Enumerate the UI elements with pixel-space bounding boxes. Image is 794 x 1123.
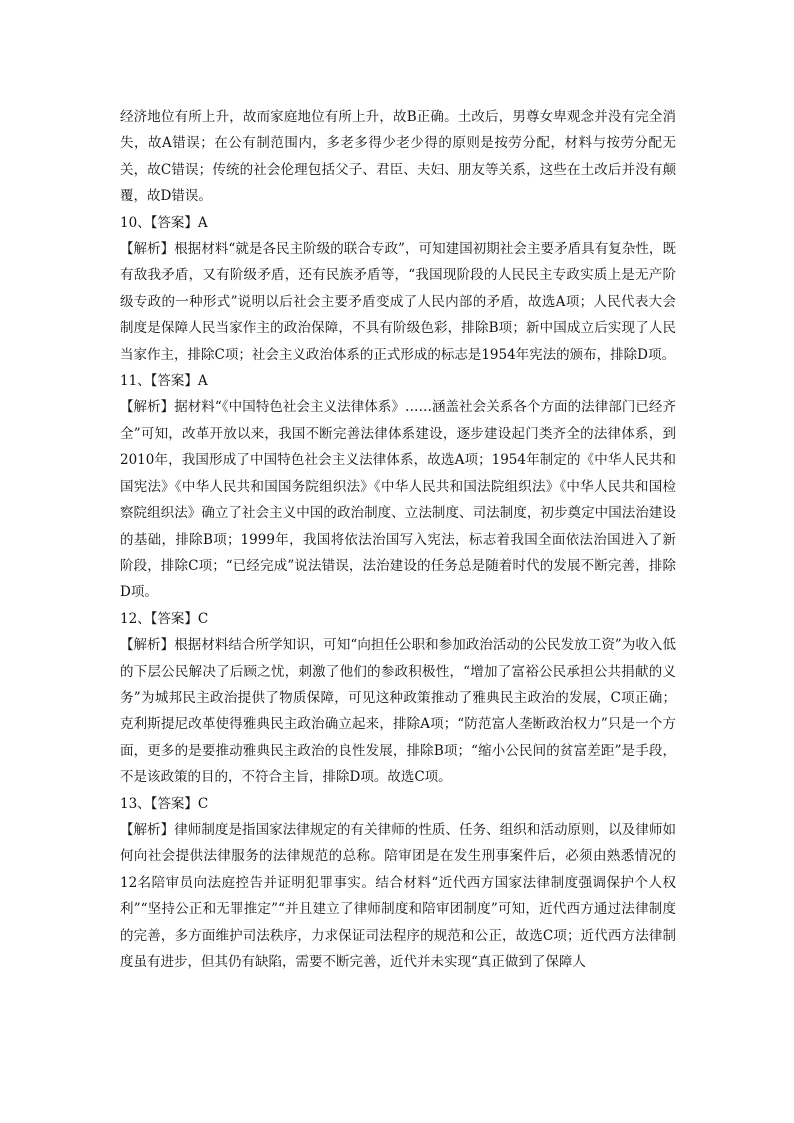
analysis-paragraph-13: 【解析】律师制度是指国家法律规定的有关律师的性质、任务、组织和活动原则，以及律师如何向社会提供法律服务的法律规范的总称。陪审团是在发生刑事案件后，必须由熟悉情况的12名陪审员向法庭控告并证明犯罪事实。结合材料“近代西方国家法律制度强调保护个人权利”“坚持公正和无罪推定”“并且建立了律师制度和陪审团制度”可知，近代西方通过法律制度的完善，多方面维护司法秩序，力求保证司法程序的规范和公正，故选C项；近代西方法律制度虽有进步，但其仍有缺陷，需要不断完善，近代并未实现“真正做到了保障人 (120, 821, 676, 970)
analysis-paragraph-12: 【解析】根据材料结合所学知识，可知“向担任公职和参加政治活动的公民发放工资”为收入低的下层公民解决了后顾之忧，刺激了他们的参政积极性，“增加了富裕公民承担公共捐献的义务”为城邦民主政治提供了物质保障，可见这种政策推动了雅典民主政治的发展，C项正确；克利斯提尼改革使得雅典民主政治确立起来，排除A项；“防范富人垄断政治权力”只是一个方面，更多的是要推动雅典民主政治的良性发展，排除B项；“缩小公民间的贫富差距”是手段，不是该政策的目的，不符合主旨，排除D项。故选C项。 (120, 637, 676, 786)
answer-explanations (120, 104, 676, 975)
answer-line-12: 12、【答案】C (120, 610, 209, 627)
answer-line-11: 11、【答案】A (120, 373, 208, 390)
answer-line-13: 13、【答案】C (120, 795, 209, 812)
analysis-paragraph-10: 【解析】根据材料“就是各民主阶级的联合专政”，可知建国初期社会主要矛盾具有复杂性，既有敌我矛盾，又有阶级矛盾，还有民族矛盾等，“我国现阶段的人民民主专政实质上是无产阶级专政的一种形式”说明以后社会主要矛盾变成了人民内部的矛盾，故选A项；人民代表大会制度是保障人民当家作主的政治保障，不具有阶级色彩，排除B项；新中国成立后实现了人民当家作主，排除C项；社会主义政治体系的正式形成的标志是1954年宪法的颁布，排除D项。 (120, 241, 676, 363)
analysis-paragraph-11: 【解析】据材料“《中国特色社会主义法律体系》……涵盖社会关系各个方面的法律部门已经齐全”可知，改革开放以来，我国不断完善法律体系建设，逐步建设起门类齐全的法律体系，到2010年，我国形成了中国特色社会主义法律体系，故选A项；1954年制定的《中华人民共和国宪法》《中华人民共和国国务院组织法》《中华人民共和国法院组织法》《中华人民共和国检察院组织法》确立了社会主义中国的政治制度、立法制度、司法制度，初步奠定中国法治建设的基础，排除B项；1999年，我国将依法治国写入宪法，标志着我国全面依法治国进入了新阶段，排除C项；“已经完成”说法错误，法治建设的任务总是随着时代的发展不断完善，排除D项。 (120, 399, 676, 601)
answer-line-10: 10、【答案】A (120, 214, 208, 231)
analysis-paragraph-9-continued: 经济地位有所上升，故而家庭地位有所上升，故B正确。土改后，男尊女卑观念并没有完全消失，故A错误；在公有制范围内，多老多得少老少得的原则是按劳分配，材料与按劳分配无关，故C错误；传统的社会伦理包括父子、君臣、夫妇、朋友等关系，这些在土改后并没有颠覆，故D错误。 (120, 109, 676, 205)
